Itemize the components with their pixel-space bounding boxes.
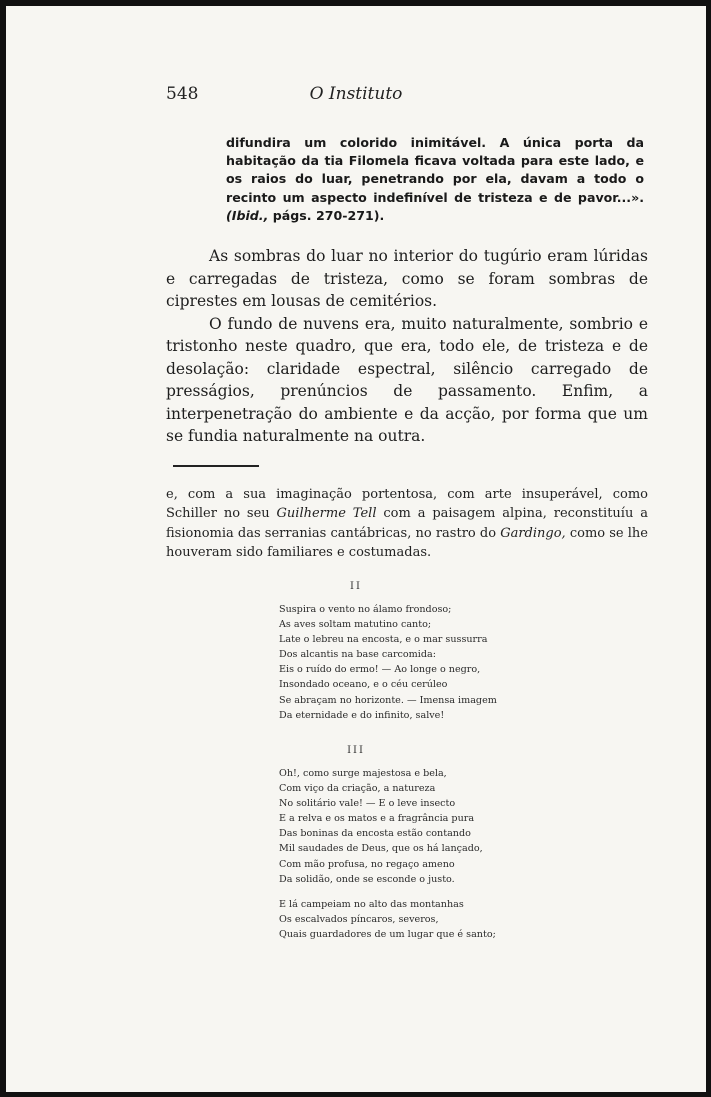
- footnote-work-title: Guilherme Tell: [276, 506, 377, 522]
- paragraph: As sombras do luar no interior do tugúrio eram lúridas e carregadas de tristeza, como se foram sombras de ciprestes em lousas de cemitérios.: [166, 247, 648, 310]
- poem-line: E a relva e os matos e a fragrância pura: [279, 813, 475, 825]
- footnote: [166, 485, 648, 563]
- quote-citation-italic: (Ibid.,: [226, 207, 269, 223]
- poem-stanza: [279, 602, 579, 723]
- footnote-text: com a paisagem alpina, reconstituíu a fisionomia das serranias cantábricas, no rastro do: [166, 506, 648, 541]
- paragraph: O fundo de nuvens era, muito naturalmente, sombrio e tristonho neste quadro, que era, todo ele, de tristeza e de desolação: claridade espectral, silêncio carregado de presságios, prenúncios de passamento. Enfim, a interpenetração do ambiente e da acção, por forma que um se fundia naturalmente na outra.: [166, 314, 648, 445]
- poem-line: Os escalvados píncaros, severos,: [279, 913, 439, 925]
- poem-line: Com viço da criação, a natureza: [279, 783, 436, 795]
- footnote-work-title: Gardingo,: [500, 525, 566, 541]
- poem-line: Suspira o vento no álamo frondoso;: [279, 604, 452, 615]
- poem-line: Oh!, como surge majestosa e bela,: [279, 768, 447, 779]
- poem-line: Quais guardadores de um lugar que é santo;: [279, 928, 496, 940]
- poem-stanza: [279, 766, 579, 942]
- book-page: [6, 6, 706, 1092]
- running-title: O Instituto: [309, 84, 403, 104]
- poem-line: Eis o ruído do ermo! — Ao longe o negro,: [279, 664, 481, 676]
- poem-line: Da eternidade e do infinito, salve!: [279, 709, 445, 721]
- poem-line: Das boninas da encosta estão contando: [279, 828, 471, 840]
- poem-line: Dos alcantis na base carcomida:: [279, 649, 436, 661]
- poem-line: No solitário vale! — E o leve insecto: [279, 798, 456, 810]
- page-number: 548: [166, 84, 199, 104]
- poem-line: Insondado oceano, e o céu cerúleo: [279, 679, 448, 691]
- poem-section-number: II: [350, 581, 362, 592]
- footnote-separator: [173, 465, 259, 467]
- block-quote: [226, 134, 644, 225]
- page-header: [6, 84, 706, 108]
- quote-citation-pages: págs. 270-271).: [272, 207, 385, 223]
- footnote-text: e, com a sua imaginação portentosa, com arte insuperável, como Schiller no seu: [166, 487, 648, 522]
- stanza-gap: [279, 887, 579, 897]
- poem-section-number: III: [347, 745, 365, 756]
- main-text: [166, 245, 648, 448]
- poem-line: Se abraçam no horizonte. — Imensa imagem: [279, 694, 497, 706]
- quote-text: difundira um colorido inimitável. A única porta da habitação da tia Filomela ficava voltada para este lado, e os raios do luar, penetrando por ela, davam a todo o recinto um aspecto indefinível de tristeza e de pavor...».: [226, 135, 644, 205]
- poem-line: Da solidão, onde se esconde o justo.: [279, 873, 455, 885]
- poem-line: Com mão profusa, no regaço ameno: [279, 858, 455, 870]
- footnote-text: como se lhe houveram sido familiares e costumadas.: [166, 525, 648, 561]
- poem-line: Late o lebreu na encosta, e o mar sussurra: [279, 634, 488, 646]
- poem-line: E lá campeiam no alto das montanhas: [279, 898, 464, 910]
- poem-line: As aves soltam matutino canto;: [279, 619, 432, 631]
- poem-line: Mil saudades de Deus, que os há lançado,: [279, 843, 483, 855]
